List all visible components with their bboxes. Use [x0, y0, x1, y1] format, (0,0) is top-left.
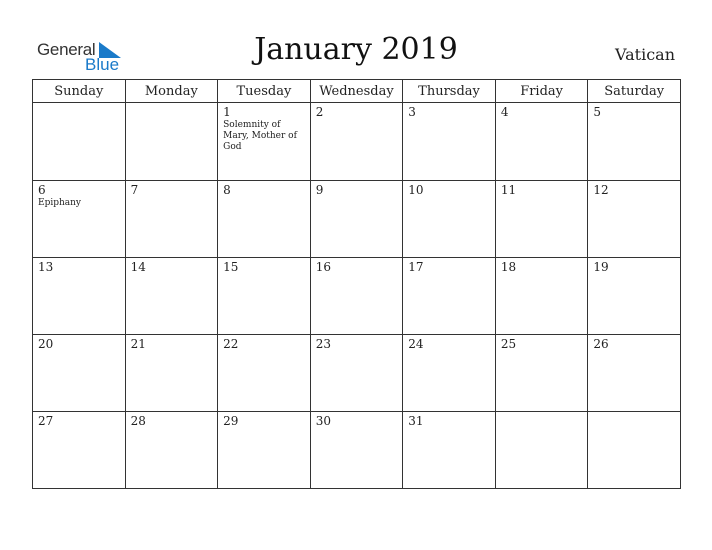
calendar-day-cell — [125, 258, 218, 335]
day-number: 24 — [408, 337, 424, 351]
day-number: 15 — [223, 260, 239, 274]
day-number — [126, 103, 218, 105]
calendar-week-row — [33, 181, 681, 258]
day-number: 19 — [593, 260, 609, 274]
day-number: 17 — [408, 260, 424, 274]
calendar-day-cell — [218, 335, 311, 412]
calendar-day-cell — [310, 412, 403, 489]
day-number: 26 — [593, 337, 609, 351]
day-number: 11 — [500, 183, 517, 197]
day-number — [588, 412, 680, 414]
day-number: 18 — [500, 260, 517, 274]
calendar-day-cell — [403, 335, 496, 412]
day-number: 5 — [593, 105, 602, 119]
calendar-day-cell — [310, 335, 403, 412]
calendar-day-cell — [588, 258, 681, 335]
calendar-day-cell — [495, 258, 588, 335]
day-number: 27 — [38, 414, 54, 428]
page-title: January 2019 — [254, 32, 458, 67]
day-number: 21 — [130, 337, 146, 351]
calendar-day-cell — [125, 335, 218, 412]
weekday-header-row — [33, 80, 681, 103]
calendar-day-cell — [403, 181, 496, 258]
day-number: 25 — [500, 337, 517, 351]
calendar-day-cell — [495, 412, 588, 489]
day-number: 28 — [130, 414, 146, 428]
day-number: 30 — [315, 414, 331, 428]
logo-general-text: General — [37, 40, 96, 59]
day-number: 1 — [223, 105, 231, 119]
calendar-week-row — [33, 258, 681, 335]
holiday-label: Solemnity of Mary, Mother of God — [223, 120, 297, 152]
calendar-week-row — [33, 335, 681, 412]
calendar-day-cell — [588, 181, 681, 258]
weekday-header: Sunday — [33, 80, 126, 103]
day-number: 13 — [38, 260, 54, 274]
calendar-day-cell — [33, 335, 126, 412]
day-number: 6 — [38, 183, 46, 197]
calendar-day-cell — [310, 103, 403, 181]
calendar-day-cell — [403, 258, 496, 335]
calendar-day-cell — [33, 412, 126, 489]
day-number: 12 — [593, 183, 609, 197]
weekday-header: Wednesday — [310, 80, 403, 103]
calendar-day-cell — [218, 181, 311, 258]
calendar-day-cell — [125, 181, 218, 258]
day-number: 7 — [130, 183, 139, 197]
calendar-day-cell — [218, 412, 311, 489]
day-number: 2 — [315, 105, 324, 119]
day-number: 8 — [223, 183, 231, 197]
calendar-day-cell — [588, 335, 681, 412]
day-number: 3 — [408, 105, 416, 119]
day-number: 20 — [38, 337, 54, 351]
calendar-day-cell — [218, 103, 311, 181]
day-number: 9 — [315, 183, 324, 197]
calendar-day-cell — [125, 103, 218, 181]
weekday-header: Tuesday — [218, 80, 311, 103]
calendar-day-cell — [218, 258, 311, 335]
calendar-day-cell — [588, 103, 681, 181]
weekday-header: Friday — [495, 80, 588, 103]
day-number: 22 — [223, 337, 239, 351]
country-label: Vatican — [615, 45, 675, 64]
calendar-week-row — [33, 103, 681, 181]
day-number: 29 — [223, 414, 239, 428]
calendar-day-cell — [403, 412, 496, 489]
calendar-day-cell — [310, 258, 403, 335]
calendar-day-cell — [495, 181, 588, 258]
calendar-day-cell — [495, 103, 588, 181]
weekday-header: Monday — [125, 80, 218, 103]
weekday-header: Saturday — [588, 80, 681, 103]
calendar-day-cell — [310, 181, 403, 258]
calendar-day-cell — [33, 103, 126, 181]
day-number: 23 — [315, 337, 331, 351]
logo-blue-text: Blue — [85, 55, 120, 74]
calendar-day-cell — [33, 258, 126, 335]
holiday-label: Epiphany — [38, 198, 82, 208]
calendar-grid — [32, 79, 681, 489]
calendar-day-cell — [588, 412, 681, 489]
calendar-week-row — [33, 412, 681, 489]
day-number: 10 — [408, 183, 424, 197]
calendar-day-cell — [495, 335, 588, 412]
day-number — [33, 103, 125, 105]
day-number: 4 — [500, 105, 509, 119]
day-number: 14 — [130, 260, 146, 274]
weekday-header: Thursday — [403, 80, 496, 103]
day-number — [496, 412, 588, 414]
day-number: 31 — [408, 414, 424, 428]
day-number: 16 — [315, 260, 331, 274]
calendar-day-cell — [33, 181, 126, 258]
calendar-day-cell — [125, 412, 218, 489]
calendar-day-cell — [403, 103, 496, 181]
